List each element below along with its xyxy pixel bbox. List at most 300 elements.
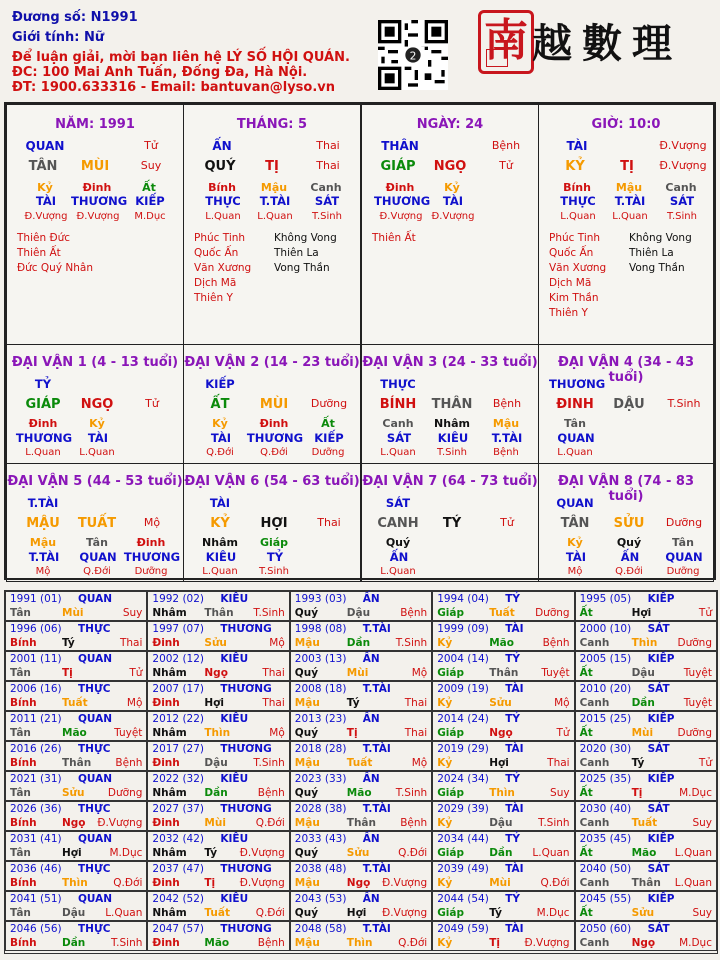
life-stage: Tử (500, 516, 514, 529)
life-stage: Đ.Vượng (239, 877, 285, 889)
year-label: 2001 (11) (10, 653, 62, 665)
ten-god: THỰC (78, 623, 111, 635)
ten-god: THƯƠNG (220, 863, 272, 875)
heavenly-stem: Quý (294, 727, 319, 739)
hidden-god: KIẾP (314, 431, 344, 445)
earthly-branch: Mùi (204, 817, 226, 829)
earthly-branch: Ngọ (204, 667, 228, 679)
dai-van-title: ĐẠI VẬN 8 (74 - 83 tuổi) (558, 474, 694, 504)
hidden-stage: T.Sinh (437, 447, 467, 458)
shensha-star: Không Vong (274, 232, 337, 244)
year-label: 1991 (01) (10, 593, 62, 605)
life-stage: Dưỡng (677, 727, 712, 739)
year-label: 2004 (14) (437, 653, 489, 665)
earthly-branch: Tuất (62, 697, 88, 709)
earthly-branch: NGỌ (80, 397, 114, 412)
life-stage: L.Quan (532, 847, 570, 859)
year-label: 2021 (31) (10, 773, 62, 785)
earthly-branch: MÙI (80, 159, 110, 174)
ten-god: THƯƠNG (220, 623, 272, 635)
year-cell (5, 651, 147, 681)
year-label: 2043 (53) (294, 893, 347, 905)
life-stage: Bệnh (400, 607, 428, 619)
ten-god: ẤN (362, 773, 380, 785)
earthly-branch: Mão (62, 727, 87, 739)
life-stage: Tử (499, 159, 513, 172)
year-cell (575, 711, 717, 741)
year-label: 2028 (38) (294, 803, 347, 815)
year-label: 2042 (52) (152, 893, 205, 905)
year-label: 2016 (26) (10, 743, 62, 755)
year-cell (432, 651, 574, 681)
hidden-god: TÀI (35, 194, 57, 208)
hidden-stem: Canh (382, 417, 414, 430)
year-cell (147, 801, 289, 831)
year-label: 2019 (29) (437, 743, 489, 755)
year-cell (432, 771, 574, 801)
ten-god: THƯƠNG (220, 803, 272, 815)
earthly-branch: Thìn (489, 787, 515, 799)
year-label: 2029 (39) (437, 803, 489, 815)
life-stage: Bệnh (257, 937, 285, 949)
heavenly-stem: GIÁP (380, 159, 416, 174)
hidden-stage: L.Quan (25, 447, 61, 458)
hidden-stem: Đinh (82, 181, 112, 194)
heavenly-stem: Tân (10, 787, 31, 799)
earthly-branch: Hợi (631, 607, 652, 619)
ten-god: T.TÀI (362, 623, 391, 635)
heavenly-stem: Giáp (437, 667, 465, 679)
heavenly-stem: Quý (294, 667, 319, 679)
year-label: 1998 (08) (294, 623, 347, 635)
heavenly-stem: Nhâm (152, 727, 187, 739)
earthly-branch: Dần (204, 787, 228, 799)
year-cell (290, 621, 432, 651)
life-stage: M.Dục (536, 907, 570, 919)
seal-stamp: 南 (478, 10, 534, 74)
contact-line-3: ĐT: 1900.633316 - Email: bantuvan@lyso.vn (12, 80, 336, 95)
earthly-branch: Sửu (489, 697, 512, 709)
year-label: 2027 (37) (152, 803, 205, 815)
life-stage: Dưỡng (107, 787, 143, 799)
life-stage: Thai (119, 637, 143, 649)
year-label: 1996 (06) (10, 623, 62, 635)
life-stage: Tuyệt (683, 667, 712, 679)
ten-god: THỰC (78, 803, 111, 815)
earthly-branch: Tý (346, 697, 360, 709)
heavenly-stem: KỶ (565, 159, 585, 174)
heavenly-stem: Quý (294, 787, 319, 799)
life-stage: Mộ (126, 697, 143, 709)
heavenly-stem: Kỷ (437, 817, 453, 829)
hidden-stage: Đ.Vượng (76, 211, 120, 222)
heavenly-stem: Bính (10, 757, 37, 769)
hidden-stem: Quý (385, 536, 411, 549)
heavenly-stem: TÂN (28, 159, 58, 174)
life-stage: Tử (145, 397, 159, 410)
earthly-branch: Dậu (631, 667, 655, 679)
year-cell (432, 891, 574, 921)
year-cell (290, 681, 432, 711)
hidden-stage: L.Quan (79, 447, 115, 458)
life-stage: Tử (698, 607, 712, 619)
ten-god: THƯƠNG (220, 923, 272, 935)
year-cell (432, 921, 574, 951)
year-label: 2022 (32) (152, 773, 205, 785)
dai-van-cell (183, 344, 361, 464)
hidden-god: THỰC (560, 194, 596, 208)
earthly-branch: Mùi (631, 727, 654, 739)
ten-god: TÀI (505, 623, 524, 635)
life-stage: Suy (692, 817, 712, 829)
heavenly-stem: Ất (579, 907, 593, 919)
life-stage: M.Dục (679, 787, 712, 799)
earthly-branch: Dần (489, 847, 513, 859)
hidden-stage: T.Sinh (259, 566, 289, 577)
ten-god: T.TÀI (362, 683, 391, 695)
heavenly-stem: Đinh (152, 937, 180, 949)
year-label: 2036 (46) (10, 863, 62, 875)
hidden-stem: Mậu (615, 181, 643, 194)
hidden-stem: Kỷ (89, 417, 105, 430)
ten-god: KIÊU (220, 713, 249, 725)
year-label: 2026 (36) (10, 803, 62, 815)
year-label: 2007 (17) (152, 683, 205, 695)
ten-god: SÁT (647, 743, 670, 755)
hidden-god: THƯƠNG (246, 431, 304, 445)
shensha-star: Văn Xương (194, 262, 252, 274)
year-cell (290, 891, 432, 921)
life-stage: Thai (262, 697, 285, 709)
earthly-branch: Ngọ (346, 877, 371, 889)
year-cell (575, 891, 717, 921)
year-label: 1995 (05) (579, 593, 632, 605)
year-label: 2049 (59) (437, 923, 489, 935)
hidden-stem: Mậu (492, 417, 520, 430)
pillars-grid (4, 102, 716, 580)
life-stage: Bệnh (542, 637, 570, 649)
life-stage: Bệnh (257, 787, 285, 799)
ten-god: TÀI (505, 743, 524, 755)
ten-god: ẤN (212, 139, 232, 153)
svg-text:2: 2 (409, 49, 417, 63)
heavenly-stem: ĐINH (556, 397, 594, 412)
life-stage: Tuyệt (541, 667, 570, 679)
heavenly-stem: Mậu (294, 637, 320, 649)
year-cell (432, 711, 574, 741)
ten-god: QUAN (78, 713, 113, 725)
earthly-branch: Hợi (489, 757, 509, 769)
ten-god: THỰC (78, 863, 111, 875)
heavenly-stem: Đinh (152, 877, 180, 889)
ten-god: TÀI (505, 923, 524, 935)
hidden-stage: Đ.Vượng (431, 211, 475, 222)
earthly-branch: Dần (62, 937, 86, 949)
ten-god: THỰC (380, 377, 416, 391)
year-label: 2035 (45) (579, 833, 632, 845)
shensha-star: Phúc Tinh (549, 232, 601, 244)
life-stage: Đ.Vượng (382, 907, 428, 919)
year-cell (5, 591, 147, 621)
year-label: 2033 (43) (294, 833, 347, 845)
heavenly-stem: Ất (579, 667, 593, 679)
heavenly-stem: ẤT (210, 397, 230, 412)
year-cell (575, 621, 717, 651)
life-stage: Thai (404, 727, 428, 739)
life-stage: Dưỡng (665, 516, 703, 529)
hidden-god: TÀI (565, 550, 587, 564)
earthly-branch: Sửu (62, 787, 85, 799)
hidden-god: QUAN (79, 550, 117, 564)
ten-god: T.TÀI (362, 923, 391, 935)
earthly-branch: Thân (631, 877, 661, 889)
ten-god: SÁT (385, 496, 411, 510)
ten-god: T.TÀI (27, 496, 59, 510)
shensha-star: Quốc Ấn (549, 247, 594, 259)
year-cell (5, 681, 147, 711)
ten-god: QUAN (78, 593, 113, 605)
year-label: 2014 (24) (437, 713, 489, 725)
earthly-branch: Tuất (346, 757, 373, 769)
heavenly-stem: Canh (579, 877, 610, 889)
hidden-stem: Canh (310, 181, 342, 194)
earthly-branch: Tị (489, 937, 500, 949)
stage-label: Thai (316, 139, 340, 152)
year-label: 1993 (03) (294, 593, 347, 605)
shensha-star: Văn Xương (549, 262, 607, 274)
ten-god: KIÊU (220, 593, 249, 605)
pillar-title: NĂM: 1991 (55, 117, 135, 132)
hidden-stem: Bính (563, 181, 591, 194)
ten-god: TỶ (505, 773, 520, 785)
earthly-branch: Tý (489, 907, 502, 919)
chart-id: Đương số: N1991 (12, 10, 138, 25)
year-label: 2024 (34) (437, 773, 489, 785)
hidden-stem: Giáp (259, 536, 289, 549)
hidden-stage: Bệnh (493, 447, 519, 458)
hidden-stem: Đinh (136, 536, 166, 549)
hidden-stage: L.Quan (557, 447, 593, 458)
shensha-star: Vong Thần (629, 262, 685, 274)
earthly-branch: Tuất (631, 817, 658, 829)
heavenly-stem: Tân (10, 607, 31, 619)
year-cell (432, 861, 574, 891)
hidden-stage: Dưỡng (311, 447, 345, 458)
year-label: 2047 (57) (152, 923, 205, 935)
hidden-stem: Ất (142, 181, 156, 194)
year-cell (5, 801, 147, 831)
earthly-branch: Thân (62, 757, 92, 769)
earthly-branch: Thân (204, 607, 234, 619)
heavenly-stem: KỶ (210, 516, 230, 531)
heavenly-stem: Kỷ (437, 637, 453, 649)
hidden-stem: Nhâm (434, 417, 470, 430)
life-stage: Tuyệt (114, 727, 143, 739)
year-label: 2046 (56) (10, 923, 62, 935)
heavenly-stem: Ất (579, 847, 593, 859)
life-stage: Q.Đới (255, 817, 285, 829)
heavenly-stem: Canh (579, 817, 610, 829)
earthly-branch: Thìn (346, 937, 373, 949)
heavenly-stem: Giáp (437, 847, 465, 859)
hidden-god: QUAN (665, 550, 703, 564)
life-stage: T.Sinh (253, 757, 285, 769)
heavenly-stem: Quý (294, 607, 319, 619)
ten-god: TỶ (505, 653, 520, 665)
year-cell (432, 621, 574, 651)
ten-god: KIÊU (220, 773, 249, 785)
hidden-stage: Mộ (567, 566, 583, 577)
ten-god: QUAN (556, 496, 594, 510)
ten-god: TỶ (505, 833, 520, 845)
ten-god: TÀI (505, 803, 524, 815)
year-label: 2041 (51) (10, 893, 62, 905)
ten-god: T.TÀI (362, 803, 391, 815)
heavenly-stem: Đinh (152, 757, 180, 769)
life-stage: Thai (317, 516, 341, 529)
heavenly-stem: Nhâm (152, 667, 187, 679)
heavenly-stem: Canh (579, 697, 610, 709)
year-cell (432, 591, 574, 621)
ten-god: THƯƠNG (220, 743, 272, 755)
ten-god: QUAN (25, 139, 65, 153)
heavenly-stem: Nhâm (152, 847, 187, 859)
heavenly-stem: QUÝ (204, 159, 236, 174)
life-stage: Tử (129, 667, 143, 679)
year-cell (432, 741, 574, 771)
hidden-stem: Tân (86, 536, 108, 549)
year-cell (290, 771, 432, 801)
ten-god: QUAN (78, 773, 113, 785)
earthly-branch: Ngọ (631, 937, 656, 949)
ten-god: TÀI (566, 139, 588, 153)
year-label: 2018 (28) (294, 743, 347, 755)
dai-van-cell (183, 463, 361, 582)
hidden-stem: Bính (208, 181, 236, 194)
heavenly-stem: Đinh (152, 817, 180, 829)
heavenly-stem: Mậu (294, 757, 320, 769)
year-cell (575, 861, 717, 891)
year-label: 2045 (55) (579, 893, 632, 905)
life-stage: T.Sinh (395, 787, 428, 799)
earthly-branch: Tý (62, 637, 75, 649)
hidden-god: ẤN (389, 550, 409, 564)
earthly-branch: Ngọ (489, 727, 513, 739)
ten-god: THỰC (78, 743, 111, 755)
dai-van-title: ĐẠI VẬN 4 (34 - 43 tuổi) (558, 355, 694, 385)
hidden-stage: Dưỡng (134, 566, 168, 577)
earthly-branch: TỊ (265, 159, 279, 174)
dai-van-cell (6, 463, 184, 582)
hidden-stage: T.Sinh (667, 211, 697, 222)
earthly-branch: Dần (631, 697, 655, 709)
stage-label: Tử (144, 139, 158, 152)
dai-van-cell (538, 463, 714, 582)
hidden-god: SÁT (314, 194, 340, 208)
life-stage: Tử (556, 727, 570, 739)
earthly-branch: Thân (346, 817, 376, 829)
shensha-star: Thiên Ất (372, 232, 416, 244)
year-cell (147, 681, 289, 711)
year-label: 2012 (22) (152, 713, 205, 725)
year-cell (575, 831, 717, 861)
earthly-branch: Ngọ (62, 817, 86, 829)
year-cell (290, 651, 432, 681)
year-cell (147, 771, 289, 801)
year-label: 2005 (15) (579, 653, 632, 665)
hidden-god: THƯƠNG (374, 194, 431, 208)
heavenly-stem: GIÁP (25, 397, 61, 412)
year-label: 2006 (16) (10, 683, 62, 695)
earthly-branch: Tị (62, 667, 73, 679)
ten-god: TÀI (505, 683, 524, 695)
year-cell (147, 741, 289, 771)
heavenly-stem: Bính (10, 697, 37, 709)
earthly-branch: Dậu (489, 817, 513, 829)
year-cell (290, 831, 432, 861)
heavenly-stem: Tân (10, 727, 31, 739)
earthly-branch: Hợi (204, 697, 224, 709)
earthly-branch: Mão (346, 787, 372, 799)
hidden-stage: L.Quan (380, 566, 416, 577)
year-label: 2002 (12) (152, 653, 205, 665)
life-stage: Suy (140, 159, 162, 172)
year-cell (575, 741, 717, 771)
hidden-stem: Mậu (29, 536, 57, 549)
ten-god: QUAN (78, 833, 113, 845)
shensha-star: Kim Thần (549, 292, 599, 304)
year-cell (432, 681, 574, 711)
life-stage: Tử (698, 757, 712, 769)
earthly-branch: TÝ (442, 516, 462, 531)
year-label: 2020 (30) (579, 743, 632, 755)
heavenly-stem: Tân (10, 667, 31, 679)
dai-van-title: ĐẠI VẬN 5 (44 - 53 tuổi) (7, 474, 183, 489)
year-cell (5, 771, 147, 801)
heavenly-stem: MẬU (26, 516, 60, 531)
ten-god: THÂN (381, 139, 419, 153)
ten-god: TÀI (209, 496, 231, 510)
year-label: 1992 (02) (152, 593, 205, 605)
year-label: 1997 (07) (152, 623, 205, 635)
logo (478, 10, 718, 76)
hidden-stage: Mộ (35, 566, 51, 577)
life-stage: Dưỡng (535, 607, 570, 619)
heavenly-stem: Ất (579, 607, 593, 619)
shensha-star: Phúc Tinh (194, 232, 246, 244)
earthly-branch: Tị (631, 787, 643, 799)
earthly-branch: Tý (204, 847, 218, 859)
dai-van-cell (361, 344, 539, 464)
year-label: 2040 (50) (579, 863, 632, 875)
year-cell (290, 861, 432, 891)
ten-god: KIẾP (205, 377, 235, 391)
earthly-branch: TỊ (620, 159, 634, 174)
ten-god: KIÊU (220, 653, 249, 665)
hidden-god: SÁT (669, 194, 695, 208)
life-stage: Q.Đới (540, 877, 570, 889)
year-label: 2023 (33) (294, 773, 347, 785)
pillar-cell (538, 104, 714, 345)
ten-god: SÁT (647, 623, 670, 635)
ten-god: KIẾP (647, 713, 675, 725)
pillar-title: NGÀY: 24 (416, 117, 484, 132)
year-label: 2017 (27) (152, 743, 205, 755)
heavenly-stem: Nhâm (152, 607, 187, 619)
hidden-stem: Đinh (28, 417, 58, 430)
ten-god: KIẾP (647, 893, 675, 905)
life-stage: T.Sinh (253, 607, 285, 619)
